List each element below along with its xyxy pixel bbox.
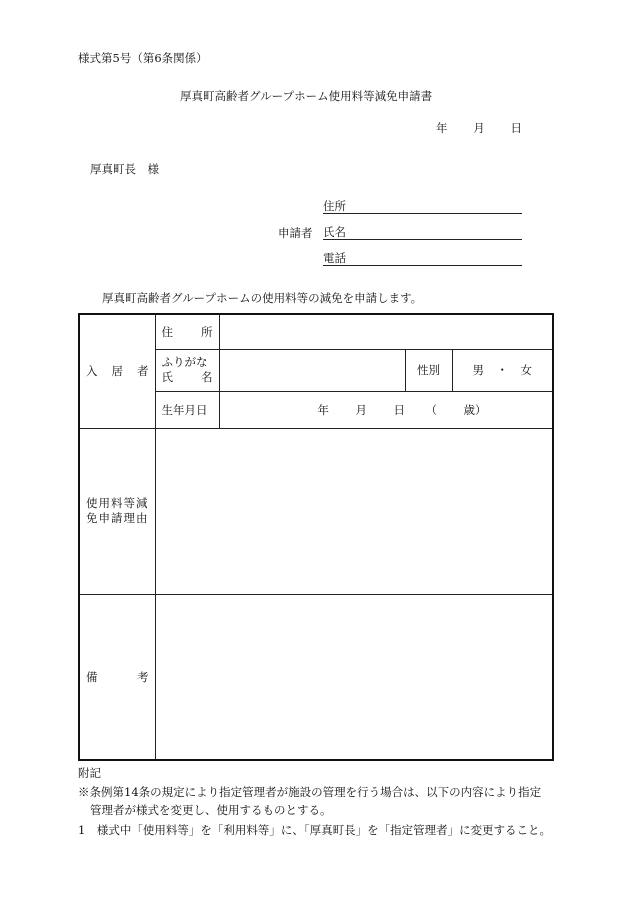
birthdate-label-cell (155, 391, 219, 428)
gender-label-cell (405, 349, 452, 391)
note-1-line-2: 管理者が様式を変更し、使用するものとする。 (90, 803, 332, 817)
furigana-label: ふりがな (161, 355, 208, 369)
date-line (436, 120, 522, 136)
applicant-name-label: 氏名 (323, 225, 346, 239)
note-1-line-1: ※条例第14条の規定により指定管理者が施設の管理を行う場合は、以下の内容により指定 (78, 785, 542, 799)
document-title: 厚真町高齢者グループホーム使用料等減免申請書 (180, 89, 433, 103)
name-label: 氏 名 (161, 370, 213, 384)
address-input-cell[interactable] (219, 314, 553, 349)
application-form-table (78, 313, 554, 761)
birthdate-label: 生年月日 (161, 402, 208, 417)
age-label: 歳） (463, 402, 487, 417)
birthdate-year-label: 年 (317, 402, 329, 417)
applicant-name-field[interactable] (323, 224, 522, 240)
age-open-paren: （ (425, 402, 437, 417)
resident-label: 入 居 者 (86, 364, 149, 379)
notes-heading: 附記 (78, 766, 101, 780)
reason-label-cell (79, 428, 155, 594)
reason-input-cell[interactable] (155, 428, 553, 594)
birthdate-parts (226, 402, 547, 418)
address-row (79, 314, 553, 349)
applicant-address-field[interactable] (323, 198, 522, 214)
gender-separator: ・ (496, 363, 508, 377)
remarks-row (79, 594, 553, 760)
birthdate-input-cell[interactable] (219, 391, 553, 428)
addressee: 厚真町長 様 (90, 162, 159, 176)
name-input-cell[interactable] (219, 349, 405, 391)
name-label-cell (155, 349, 219, 391)
applicant-label: 申請者 (278, 226, 313, 240)
birthdate-day-label: 日 (393, 402, 405, 417)
gender-female-option[interactable]: 女 (520, 363, 532, 377)
applicant-phone-field[interactable] (323, 250, 522, 266)
address-label: 住 所 (161, 324, 213, 339)
applicant-name-row (323, 224, 522, 240)
applicant-address-row (323, 198, 522, 214)
remarks-label-cell (79, 594, 155, 760)
date-month-label: 月 (473, 121, 485, 135)
date-year-label: 年 (436, 121, 448, 135)
gender-options-cell[interactable] (452, 349, 553, 391)
applicant-phone-label: 電話 (323, 251, 346, 265)
note-item-1: 1 様式中「使用料等」を「利用料等」に、「厚真町長」を「指定管理者」に変更すること。 (78, 823, 552, 837)
applicant-phone-row (323, 250, 522, 266)
gender-label: 性別 (417, 363, 440, 377)
gender-male-option[interactable]: 男 (472, 363, 484, 377)
applicant-address-label: 住所 (323, 199, 346, 213)
form-number: 様式第5号（第6条関係） (78, 51, 208, 65)
remarks-input-cell[interactable] (155, 594, 553, 760)
reason-label-line2: 免申請理由 (86, 511, 149, 525)
resident-label-cell (79, 314, 155, 428)
reason-label-line1: 使用料等減 (86, 496, 149, 510)
address-label-cell (155, 314, 219, 349)
application-statement: 厚真町高齢者グループホームの使用料等の減免を申請します。 (102, 291, 423, 305)
birthdate-month-label: 月 (355, 402, 367, 417)
reason-row (79, 428, 553, 594)
gender-options (459, 362, 547, 378)
remarks-label: 備 考 (86, 669, 149, 684)
date-day-label: 日 (510, 121, 522, 135)
